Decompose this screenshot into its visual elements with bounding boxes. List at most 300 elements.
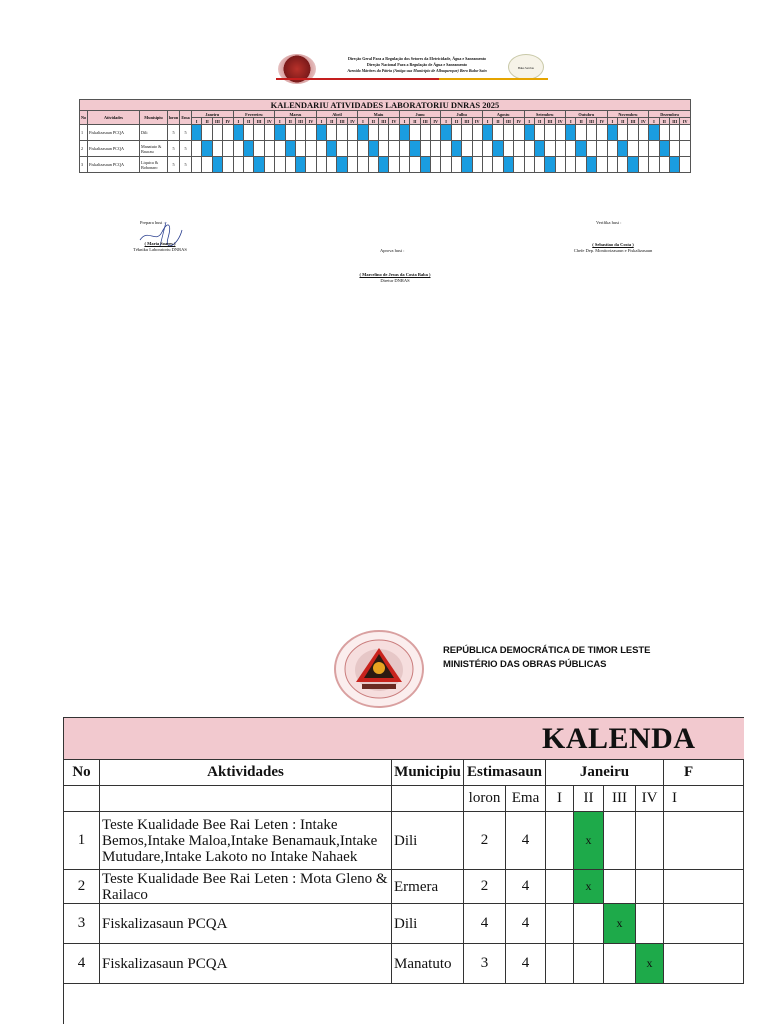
col-estimate-header: Estimasaun xyxy=(464,760,546,786)
col-municipality-header: Munisipiu xyxy=(140,111,168,125)
week-header: II xyxy=(659,118,669,125)
week-cell xyxy=(316,157,326,173)
week-cell xyxy=(223,125,233,141)
week-cell xyxy=(576,125,586,141)
week-header: II xyxy=(574,786,604,812)
prepared-by-block xyxy=(120,241,200,253)
week-cell xyxy=(295,141,305,157)
week-cell xyxy=(638,141,648,157)
col-loron-header: loron xyxy=(464,786,506,812)
week-cell xyxy=(524,157,534,173)
week-cell xyxy=(555,125,565,141)
ministry-heading xyxy=(443,644,650,672)
month-header: Outubru xyxy=(566,111,608,118)
week-cell xyxy=(534,157,544,173)
week-cell xyxy=(347,141,357,157)
week-cell xyxy=(636,904,664,944)
scheduled-week-cell xyxy=(233,125,243,141)
row-number: 4 xyxy=(64,944,100,984)
month-header-janeiru: Janeiru xyxy=(546,760,664,786)
week-header: III xyxy=(337,118,347,125)
week-cell xyxy=(659,157,669,173)
scheduled-week-cell xyxy=(243,141,253,157)
week-cell xyxy=(555,141,565,157)
letterhead-band xyxy=(276,78,548,80)
scheduled-week-cell xyxy=(462,157,472,173)
week-header: II xyxy=(493,118,503,125)
scheduled-week-cell xyxy=(337,157,347,173)
week-header: I xyxy=(441,118,451,125)
week-header: III xyxy=(628,118,638,125)
scheduled-week-cell xyxy=(275,125,285,141)
row-loron: 2 xyxy=(464,812,506,870)
scheduled-week-cell xyxy=(327,141,337,157)
row-municipality: Ermera xyxy=(392,870,464,904)
week-cell xyxy=(482,141,492,157)
blank-cell xyxy=(100,786,392,812)
week-cell xyxy=(358,157,368,173)
week-cell xyxy=(546,904,574,944)
table-row xyxy=(64,944,744,984)
week-cell xyxy=(368,157,378,173)
week-header: II xyxy=(618,118,628,125)
week-cell xyxy=(649,141,659,157)
agency-logo-icon: Buka Servisu xyxy=(508,54,544,80)
week-header: III xyxy=(586,118,596,125)
week-header: IV xyxy=(680,118,691,125)
republic-name: REPÚBLICA DEMOCRÁTICA DE TIMOR LESTE xyxy=(443,645,651,656)
week-header: IV xyxy=(389,118,399,125)
week-header: III xyxy=(503,118,513,125)
month-header: Julhu xyxy=(441,111,483,118)
week-header: II xyxy=(327,118,337,125)
table-row xyxy=(80,141,691,157)
week-cell xyxy=(399,141,409,157)
week-header: I xyxy=(482,118,492,125)
week-header: IV xyxy=(347,118,357,125)
month-header: Marsu xyxy=(275,111,317,118)
week-header: I xyxy=(316,118,326,125)
week-header: IV xyxy=(636,786,664,812)
col-no-header: No xyxy=(64,760,100,786)
table-row xyxy=(80,125,691,141)
week-cell xyxy=(566,141,576,157)
scheduled-week-cell: x xyxy=(574,870,604,904)
week-header: IV xyxy=(638,118,648,125)
week-cell xyxy=(337,125,347,141)
week-header: III xyxy=(212,118,222,125)
scheduled-week-cell xyxy=(285,141,295,157)
week-header: IV xyxy=(472,118,482,125)
document-page-1 xyxy=(0,0,768,300)
week-cell xyxy=(586,125,596,141)
verified-by-block xyxy=(548,242,678,254)
week-cell xyxy=(607,141,617,157)
week-cell xyxy=(574,904,604,944)
week-header: III xyxy=(604,786,636,812)
week-cell xyxy=(649,157,659,173)
week-cell xyxy=(546,944,574,984)
week-cell xyxy=(664,812,744,870)
empty-cell xyxy=(64,984,744,1024)
col-ema-header: Ema xyxy=(180,111,192,125)
scheduled-week-cell xyxy=(493,141,503,157)
week-header: I xyxy=(275,118,285,125)
week-cell xyxy=(347,157,357,173)
week-header: II xyxy=(285,118,295,125)
week-cell xyxy=(597,157,607,173)
letterhead-line-2: Direção Nacional Para a Regulação de Água e Saneamento xyxy=(366,62,468,67)
week-cell xyxy=(534,125,544,141)
week-cell xyxy=(597,141,607,157)
week-cell xyxy=(566,157,576,173)
week-cell xyxy=(389,141,399,157)
week-cell xyxy=(482,157,492,173)
row-activity: Fiskalizasaun PCQA xyxy=(100,944,392,984)
scheduled-week-cell xyxy=(212,157,222,173)
scheduled-week-cell xyxy=(202,141,212,157)
prepared-by-name: ( Maria Soares ) xyxy=(144,241,176,246)
week-header: II xyxy=(368,118,378,125)
prepared-by-label: Prepara husi : xyxy=(140,220,165,225)
blank-cell xyxy=(64,786,100,812)
week-cell xyxy=(659,125,669,141)
scheduled-week-cell xyxy=(451,141,461,157)
month-header: Dezembru xyxy=(649,111,691,118)
col-activity-header: Atividades xyxy=(88,111,140,125)
row-ema: 5 xyxy=(180,141,192,157)
week-header: IV xyxy=(597,118,607,125)
week-cell xyxy=(441,157,451,173)
week-cell xyxy=(472,125,482,141)
letterhead-text xyxy=(322,56,512,74)
week-cell xyxy=(451,157,461,173)
week-cell xyxy=(285,157,295,173)
week-cell xyxy=(514,157,524,173)
letterhead xyxy=(270,48,560,88)
week-header: IV xyxy=(264,118,274,125)
week-cell xyxy=(664,904,744,944)
week-cell xyxy=(379,125,389,141)
week-cell xyxy=(604,812,636,870)
row-municipality: Manatuto & Baucau xyxy=(140,141,168,157)
scheduled-week-cell xyxy=(295,157,305,173)
row-activity: Fiskalizasaun PCQA xyxy=(88,157,140,173)
scheduled-week-cell: x xyxy=(604,904,636,944)
document-page-2-zoomed xyxy=(0,600,768,1024)
scheduled-week-cell xyxy=(358,125,368,141)
row-municipality: Manatuto xyxy=(392,944,464,984)
week-cell xyxy=(389,125,399,141)
week-cell xyxy=(638,157,648,173)
week-cell xyxy=(192,141,202,157)
week-header: III xyxy=(379,118,389,125)
week-cell xyxy=(223,141,233,157)
week-cell xyxy=(628,125,638,141)
week-header: IV xyxy=(514,118,524,125)
table-row xyxy=(64,812,744,870)
scheduled-week-cell xyxy=(659,141,669,157)
scheduled-week-cell xyxy=(482,125,492,141)
week-cell xyxy=(285,125,295,141)
week-header: III xyxy=(420,118,430,125)
calendar-title-zoomed: KALENDA xyxy=(64,718,744,760)
col-ema-header: Ema xyxy=(506,786,546,812)
month-header: Abril xyxy=(316,111,358,118)
row-ema: 4 xyxy=(506,812,546,870)
month-header: Fevereiru xyxy=(233,111,275,118)
week-cell xyxy=(503,125,513,141)
week-cell xyxy=(618,125,628,141)
week-cell xyxy=(664,870,744,904)
week-cell xyxy=(472,141,482,157)
blank-cell xyxy=(392,786,464,812)
week-cell xyxy=(493,125,503,141)
prepared-by-role: Tékniku Laboratoriu DNRAS xyxy=(133,247,187,252)
scheduled-week-cell xyxy=(441,125,451,141)
week-header: III xyxy=(545,118,555,125)
week-cell xyxy=(306,157,316,173)
week-cell xyxy=(607,157,617,173)
table-row-empty xyxy=(64,984,744,1024)
week-header: I xyxy=(233,118,243,125)
week-cell xyxy=(430,125,440,141)
row-activity: Fiskalizasaun PCQA xyxy=(88,141,140,157)
week-header: I xyxy=(399,118,409,125)
row-loron: 5 xyxy=(168,157,180,173)
scheduled-week-cell xyxy=(254,157,264,173)
scheduled-week-cell xyxy=(618,141,628,157)
letterhead-address: Avenida Mártires da Pátria (Antiga sua Município de Albuquerque) Bero Buba-Sain xyxy=(347,68,487,73)
approved-by-name: ( Marcelino de Jesus da Costa Baba ) xyxy=(359,272,431,277)
week-cell xyxy=(430,141,440,157)
week-cell xyxy=(669,125,679,141)
week-header: II xyxy=(451,118,461,125)
week-cell xyxy=(254,141,264,157)
week-header: IV xyxy=(555,118,565,125)
week-header: I xyxy=(358,118,368,125)
row-ema: 5 xyxy=(180,125,192,141)
week-cell xyxy=(316,141,326,157)
month-header: Novembru xyxy=(607,111,649,118)
week-cell xyxy=(306,141,316,157)
week-header: III xyxy=(254,118,264,125)
week-cell xyxy=(462,125,472,141)
week-header: I xyxy=(192,118,202,125)
week-cell xyxy=(233,157,243,173)
calendar-table-zoomed xyxy=(63,717,744,1024)
row-loron: 2 xyxy=(464,870,506,904)
week-cell xyxy=(636,812,664,870)
scheduled-week-cell xyxy=(399,125,409,141)
week-cell xyxy=(638,125,648,141)
table-row xyxy=(64,904,744,944)
week-header: III xyxy=(295,118,305,125)
week-cell xyxy=(202,125,212,141)
week-cell xyxy=(664,944,744,984)
table-row xyxy=(64,870,744,904)
week-cell xyxy=(295,125,305,141)
week-cell xyxy=(358,141,368,157)
row-activity: Fiskalizasaun PCQA xyxy=(100,904,392,944)
week-cell xyxy=(430,157,440,173)
row-municipality: Dili xyxy=(392,904,464,944)
national-seal-icon xyxy=(334,630,424,708)
col-municipality-header: Municipiu xyxy=(392,760,464,786)
week-cell xyxy=(546,812,574,870)
row-number: 1 xyxy=(64,812,100,870)
row-ema: 4 xyxy=(506,904,546,944)
calendar-title: KALENDARIU ATIVIDADES LABORATORIU DNRAS 2025 xyxy=(80,100,691,111)
week-header: II xyxy=(534,118,544,125)
week-header: IV xyxy=(306,118,316,125)
scheduled-week-cell xyxy=(316,125,326,141)
week-header: III xyxy=(462,118,472,125)
scheduled-week-cell: x xyxy=(574,812,604,870)
verified-by-name: ( Sebastiao da Costa ) xyxy=(592,242,634,247)
week-cell xyxy=(493,157,503,173)
row-activity: Teste Kualidade Bee Rai Leten : Intake Bemos,Intake Maloa,Intake Benamauk,Intake Mutudare,Intake Lakoto no Intake Nahaek xyxy=(100,812,392,870)
month-header-next: F xyxy=(664,760,744,786)
week-header: IV xyxy=(223,118,233,125)
week-cell xyxy=(628,141,638,157)
verified-by-role: Chefe Dep. Monitorizasaun e Fiskalizasaun xyxy=(573,248,653,253)
week-cell xyxy=(337,141,347,157)
scheduled-week-cell xyxy=(368,141,378,157)
ministry-name: MINISTÉRIO DAS OBRAS PÚBLICAS xyxy=(443,659,607,670)
scheduled-week-cell xyxy=(420,157,430,173)
month-header: Janeiru xyxy=(192,111,234,118)
week-header: I xyxy=(524,118,534,125)
week-cell xyxy=(669,141,679,157)
week-header: III xyxy=(669,118,679,125)
week-cell xyxy=(618,157,628,173)
week-cell xyxy=(275,157,285,173)
approved-by-block xyxy=(320,272,470,284)
row-number: 3 xyxy=(64,904,100,944)
col-no-header: No xyxy=(80,111,88,125)
week-cell xyxy=(379,141,389,157)
week-header: I xyxy=(649,118,659,125)
week-cell xyxy=(306,125,316,141)
row-number: 1 xyxy=(80,125,88,141)
col-activity-header: Aktividades xyxy=(100,760,392,786)
scheduled-week-cell xyxy=(628,157,638,173)
week-cell xyxy=(420,141,430,157)
week-cell xyxy=(586,141,596,157)
week-header: II xyxy=(576,118,586,125)
week-cell xyxy=(264,125,274,141)
row-municipality: Dili xyxy=(392,812,464,870)
row-number: 2 xyxy=(64,870,100,904)
week-cell xyxy=(604,944,636,984)
week-cell xyxy=(223,157,233,173)
week-cell xyxy=(389,157,399,173)
week-cell xyxy=(368,125,378,141)
week-header: I xyxy=(664,786,744,812)
row-loron: 4 xyxy=(464,904,506,944)
row-ema: 4 xyxy=(506,870,546,904)
week-cell xyxy=(462,141,472,157)
calendar-table xyxy=(79,99,691,173)
week-cell xyxy=(524,141,534,157)
week-header: I xyxy=(607,118,617,125)
col-loron-header: loron xyxy=(168,111,180,125)
row-loron: 3 xyxy=(464,944,506,984)
week-cell xyxy=(327,125,337,141)
week-cell xyxy=(233,141,243,157)
week-header: II xyxy=(202,118,212,125)
week-cell xyxy=(254,125,264,141)
week-cell xyxy=(545,125,555,141)
week-cell xyxy=(636,870,664,904)
week-cell xyxy=(410,125,420,141)
week-cell xyxy=(264,141,274,157)
scheduled-week-cell xyxy=(669,157,679,173)
week-cell xyxy=(680,141,691,157)
week-cell xyxy=(503,141,513,157)
week-cell xyxy=(441,141,451,157)
month-header: Agostu xyxy=(482,111,524,118)
week-cell xyxy=(680,157,691,173)
week-cell xyxy=(604,870,636,904)
scheduled-week-cell xyxy=(410,141,420,157)
week-cell xyxy=(472,157,482,173)
week-cell xyxy=(264,157,274,173)
week-cell xyxy=(576,157,586,173)
approved-by-label: Aprova husi : xyxy=(380,248,405,253)
week-cell xyxy=(410,157,420,173)
week-cell xyxy=(514,125,524,141)
row-loron: 5 xyxy=(168,125,180,141)
week-cell xyxy=(545,141,555,157)
row-municipality: Dili xyxy=(140,125,168,141)
scheduled-week-cell xyxy=(524,125,534,141)
week-cell xyxy=(327,157,337,173)
week-cell xyxy=(212,125,222,141)
week-cell xyxy=(546,870,574,904)
week-cell xyxy=(420,125,430,141)
week-cell xyxy=(574,944,604,984)
week-cell xyxy=(275,141,285,157)
week-cell xyxy=(212,141,222,157)
week-header: I xyxy=(546,786,574,812)
table-row xyxy=(80,157,691,173)
week-cell xyxy=(451,125,461,141)
row-activity: Teste Kualidade Bee Rai Leten : Mota Gleno & Railaco xyxy=(100,870,392,904)
row-number: 2 xyxy=(80,141,88,157)
scheduled-week-cell xyxy=(607,125,617,141)
week-header: I xyxy=(566,118,576,125)
week-cell xyxy=(243,125,253,141)
scheduled-week-cell xyxy=(192,125,202,141)
scheduled-week-cell xyxy=(576,141,586,157)
row-municipality: Liquica & Bobonaro xyxy=(140,157,168,173)
week-cell xyxy=(202,157,212,173)
week-cell xyxy=(514,141,524,157)
row-ema: 4 xyxy=(506,944,546,984)
week-header: II xyxy=(410,118,420,125)
week-cell xyxy=(347,125,357,141)
week-cell xyxy=(192,157,202,173)
row-loron: 5 xyxy=(168,141,180,157)
scheduled-week-cell xyxy=(503,157,513,173)
approved-by-role: Diretur DNRAS xyxy=(380,278,410,283)
row-number: 3 xyxy=(80,157,88,173)
row-activity: Fiskalizasaun PCQA xyxy=(88,125,140,141)
week-cell xyxy=(399,157,409,173)
week-cell xyxy=(597,125,607,141)
